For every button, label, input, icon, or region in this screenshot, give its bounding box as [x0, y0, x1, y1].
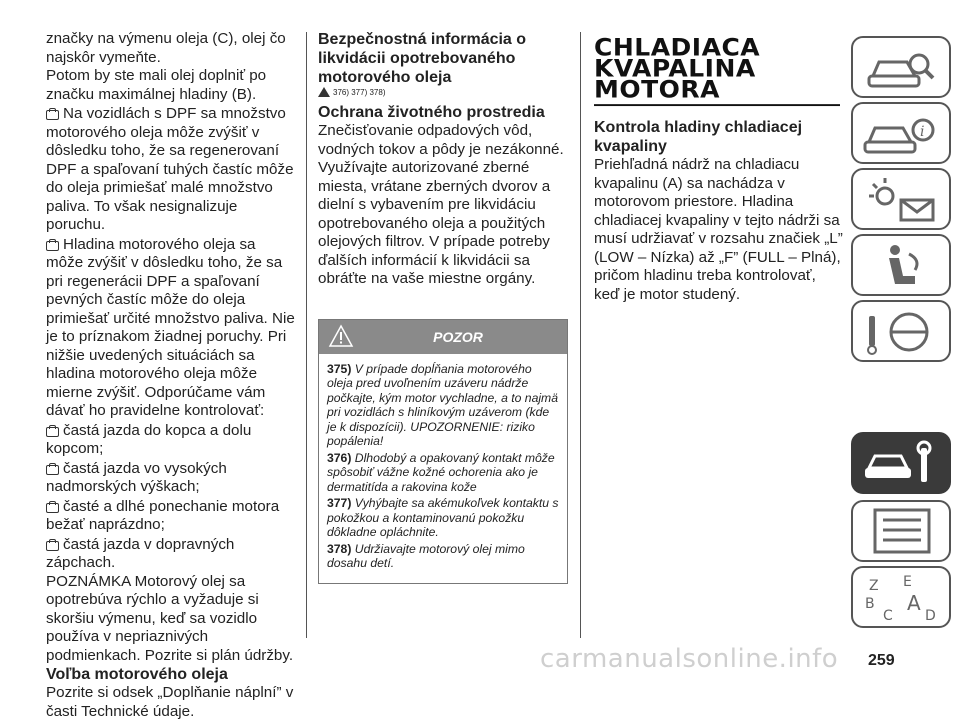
bullet-dpf-note: [46, 104, 296, 235]
warning-text: Vyhýbajte sa akémukoľvek kontaktu s pokožkou a kontaminovanú pokožku dôkladne opláchnite.: [327, 496, 559, 539]
spec-sheet-icon: [859, 506, 945, 558]
tab-technical-data[interactable]: [851, 500, 951, 562]
warning-light-envelope-icon: [859, 174, 945, 226]
svg-text:A: A: [907, 591, 921, 615]
warning-item: [327, 542, 559, 571]
warning-title: POZOR: [433, 328, 483, 345]
chapter-title: [594, 32, 840, 106]
car-wrench-icon: [859, 438, 945, 490]
bag-bullet-icon: [46, 108, 59, 118]
bullet-idling: [46, 497, 296, 535]
paragraph-note: POZNÁMKA Motorový olej sa opotrebúva rýchlo a vyžaduje si skoršiu výmenu, keď sa vozidlo používa v nepriaznivých podmienkach. Pozrite si plán údržby.: [46, 572, 294, 664]
bullet-text: Na vozidlách s DPF sa množstvo motorového oleja môže zvýšiť v dôsledku toho, že sa regenerovaní DPF a spaľovaní tuhých častíc môže do oleja primiešať malé množstvo paliva. To však nesignalizuje poruchu.: [46, 105, 294, 233]
column-right: [594, 30, 844, 304]
warning-num: 378): [327, 541, 352, 556]
paragraph-coolant-check: Priehľadná nádrž na chladiacu kvapalinu (A) sa nachádza v motorovom priestore. Hladina chladiacej kvapaliny v tejto nádrži sa musí udržiavať v rozsahu značiek „L” (LOW – Nízka) až „F” (FULL – Plná), pričom hladinu treba kontrolovať, keď je motor studený.: [594, 156, 843, 303]
svg-text:E: E: [903, 574, 912, 590]
paragraph-environment: Znečisťovanie odpadových vôd, vodných tokov a pôdy je nezákonné. Využívajte autorizované zberné miesta, vrátane zberných dvorov a dielní s vybavením pre likvidáciu opotrebovaného oleja a použitých olejových filtrov. V prípade potreby ďalších informácií k likvidácii sa obráťte na vaše miestne orgány.: [318, 122, 564, 287]
paragraph-oil-topup: Potom by ste mali olej doplniť po značku maximálnej hladiny (B).: [46, 67, 267, 103]
chapter-title-line: KVAPALINA: [594, 54, 756, 83]
bag-bullet-icon: [46, 239, 59, 249]
bullet-oil-level-rise: [46, 235, 296, 421]
bag-bullet-icon: [46, 501, 59, 511]
car-search-icon: [859, 42, 945, 94]
tab-starting-driving[interactable]: [851, 300, 951, 362]
svg-text:Z: Z: [869, 578, 879, 594]
bullet-altitude: [46, 459, 296, 497]
tab-maintenance[interactable]: [851, 432, 951, 494]
svg-text:D: D: [925, 608, 936, 624]
svg-text:C: C: [883, 608, 893, 624]
seat-airbag-icon: [859, 240, 945, 292]
warning-header: [319, 320, 567, 354]
heading-environment: Ochrana životného prostredia: [318, 104, 545, 121]
warning-triangle-icon: [318, 87, 330, 97]
heading-coolant-check: Kontrola hladiny chladiacej kvapaliny: [594, 119, 803, 155]
bag-bullet-icon: [46, 425, 59, 435]
warning-box: [318, 319, 568, 584]
alphabet-index-icon: [859, 572, 945, 624]
warning-triangle-icon: [329, 325, 353, 347]
warning-refs: [318, 87, 568, 97]
svg-text:B: B: [865, 596, 875, 612]
chapter-title-line: CHLADIACA: [594, 33, 761, 62]
tab-index[interactable]: [851, 566, 951, 628]
warning-text: V prípade dopĺňania motorového oleja pred uvoľnením uzáveru nádrže počkajte, kým motor vychladne, a to najmä pri vozidlách s hliníkovým uzáverom (kde je k dispozícii). UPOZORNENIE: riziko popálenia!: [327, 361, 558, 448]
bag-bullet-icon: [46, 539, 59, 549]
paragraph-oil-choice: Pozrite si odsek „Doplňanie náplní” v časti Technické údaje.: [46, 684, 294, 720]
bullet-text: častá jazda v dopravných zápchach.: [46, 535, 235, 571]
tab-warning-lights[interactable]: [851, 168, 951, 230]
column-divider: [306, 32, 307, 638]
warning-item: [327, 362, 559, 449]
warning-num: 377): [327, 496, 352, 510]
bullet-text: častá jazda vo vysokých nadmorských výškach;: [46, 459, 227, 495]
refs-text: 376) 377) 378): [333, 88, 386, 97]
column-left: [46, 30, 296, 721]
tab-car-search[interactable]: [851, 36, 951, 98]
warning-text: Udržiavajte motorový olej mimo dosahu detí.: [327, 541, 525, 570]
warning-item: [327, 496, 559, 540]
tab-car-info[interactable]: [851, 102, 951, 164]
warning-text: Dlhodobý a opakovaný kontakt môže spôsobiť vážne kožné ochorenia ako je dermatitída a rakovina kože: [327, 450, 555, 494]
tab-safety[interactable]: [851, 234, 951, 296]
bullet-text: častá jazda do kopca a dolu kopcom;: [46, 421, 252, 457]
key-steering-wheel-icon: [859, 306, 945, 358]
bullet-hill-driving: [46, 421, 296, 459]
column-middle: [318, 30, 568, 584]
warning-body: [319, 354, 567, 583]
chapter-title-line: MOTORA: [594, 75, 721, 104]
heading-safety-disposal: Bezpečnostná informácia o likvidácii opotrebovaného motorového oleja: [318, 31, 527, 86]
warning-item: [327, 451, 559, 495]
watermark: carmanualsonline.info: [540, 644, 839, 674]
heading-oil-choice: Voľba motorového oleja: [46, 666, 228, 683]
warning-num: 375): [327, 361, 352, 376]
car-info-icon: [859, 108, 945, 160]
bullet-text: Hladina motorového oleja sa môže zvýšiť v dôsledku toho, že sa pri regenerácii DPF a spaľovaní pevných častíc môže do oleja primiešať určité množstvo paliva. Nie je to príznakom žiadnej poruchy. Pri nižšie uvedených situáciách sa hladina motorového oleja môže mierne zvýšiť. Odporúčame vám dávať ho pravidelne kontrolovať:: [46, 235, 295, 419]
bag-bullet-icon: [46, 463, 59, 473]
column-divider: [580, 32, 581, 638]
warning-num: 376): [327, 450, 352, 465]
bullet-traffic: [46, 535, 296, 573]
bullet-text: časté a dlhé ponechanie motora bežať naprázdno;: [46, 497, 280, 533]
paragraph-oil-change: značky na výmenu oleja (C), olej čo najskôr vymeňte.: [46, 30, 286, 66]
page-number: 259: [868, 652, 895, 669]
svg-text:i: i: [920, 124, 925, 140]
